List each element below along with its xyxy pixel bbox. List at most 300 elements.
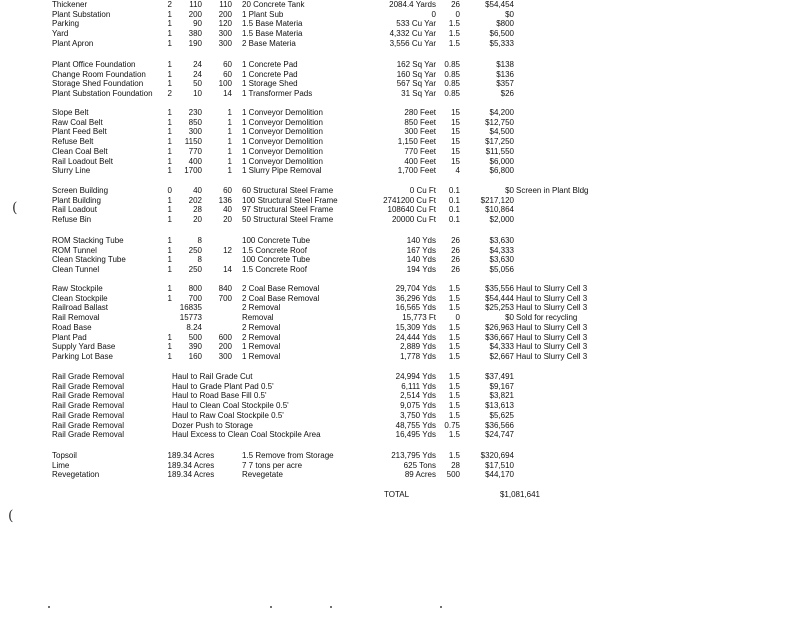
cell-amount: 1,700 Feet — [397, 166, 436, 176]
cell-quantity: 1 — [167, 38, 172, 48]
cell-method: 1 Removal — [242, 351, 281, 361]
cell-unit-rate: 0.1 — [448, 186, 460, 195]
cell-quantity: 2 — [167, 89, 172, 99]
cell-cost: $6,500 — [489, 29, 514, 39]
cell-unit-rate: 1.5 — [448, 351, 460, 361]
cell-description: Slope Belt — [52, 108, 89, 117]
cell-amount: 15,773 Ft — [402, 313, 436, 323]
cell-cost: $5,333 — [489, 38, 514, 48]
cell-description: Parking — [52, 19, 80, 29]
cell-method: 1.5 Concrete Roof — [242, 245, 307, 255]
cell-quantity: 1 — [167, 293, 172, 303]
cell-dimension-b: 12 — [223, 245, 232, 255]
cell-amount: 0 Cu Ft — [409, 186, 436, 195]
cell-method: 1 Slurry Pipe Removal — [242, 166, 322, 176]
cell-amount: 108640 Cu Ft — [387, 205, 436, 215]
cell-cost: $4,200 — [489, 108, 514, 117]
cell-unit-rate: 15 — [451, 127, 460, 137]
cell-note: Haul to Slurry Cell 3 — [516, 351, 588, 361]
cell-dimension-a: 8 — [197, 255, 202, 265]
cell-description: Storage Shed Foundation — [52, 79, 144, 89]
total-label: TOTAL — [384, 490, 410, 499]
cell-description: Thickener — [52, 0, 88, 9]
cell-quantity: 1 — [167, 79, 172, 89]
cell-unit-rate: 1.5 — [448, 303, 460, 313]
cell-unit-rate: 1.5 — [448, 372, 460, 381]
cell-description: Rail Grade Removal — [52, 401, 125, 411]
cell-unit-rate: 1.5 — [448, 381, 460, 391]
cell-dimension-a: Haul Excess to Clean Coal Stockpile Area — [172, 430, 321, 440]
cell-cost: $800 — [496, 19, 514, 29]
cell-dimension-b: 100 — [218, 79, 232, 89]
cell-cost: $10,864 — [485, 205, 514, 215]
cell-amount: 89 Acres — [404, 470, 436, 480]
cell-description: Rail Grade Removal — [52, 410, 125, 420]
cell-amount: 36,296 Yds — [395, 293, 436, 303]
cell-quantity: 1 — [167, 9, 172, 19]
cell-description: Plant Building — [52, 195, 101, 205]
cell-cost: $17,250 — [485, 137, 514, 147]
cell-amount: 194 Yds — [406, 265, 436, 275]
cell-dimension-a: 24 — [193, 60, 202, 69]
cell-unit-rate: 15 — [451, 156, 460, 166]
scan-artifact-dot — [270, 606, 272, 608]
cell-quantity: 1 — [167, 460, 172, 470]
cell-dimension-a: 250 — [188, 245, 202, 255]
cell-dimension-a: Haul to Road Base Fill 0.5' — [172, 391, 267, 401]
cell-amount: 213,795 Yds — [391, 451, 436, 460]
cell-unit-rate: 1.5 — [448, 410, 460, 420]
cell-method: 1.5 Remove from Storage — [242, 451, 334, 460]
cell-cost: $17,510 — [485, 460, 514, 470]
cell-amount: 1,778 Yds — [400, 351, 436, 361]
cell-quantity: 1 — [167, 137, 172, 147]
cell-dimension-a: 850 — [188, 117, 202, 127]
cell-amount: 20000 Cu Ft — [391, 215, 436, 225]
cell-amount: 770 Feet — [404, 146, 436, 156]
cell-amount: 1,150 Feet — [397, 137, 436, 147]
cell-quantity: 1 — [167, 117, 172, 127]
cell-amount: 625 Tons — [403, 460, 436, 470]
cell-cost: $138 — [496, 60, 514, 69]
cell-quantity: 1 — [167, 205, 172, 215]
cell-unit-rate: 26 — [451, 245, 460, 255]
cell-amount: 160 Sq Yar — [396, 69, 436, 79]
cell-description: Rail Loadout — [52, 205, 97, 215]
cell-quantity: 1 — [167, 342, 172, 352]
cell-method: Removal — [242, 313, 274, 323]
cell-cost: $26,963 — [485, 322, 514, 332]
cell-unit-rate: 1.5 — [448, 391, 460, 401]
cell-description: Rail Removal — [52, 313, 100, 323]
cell-dimension-b: 20 — [223, 215, 232, 225]
cell-dimension-a: Haul to Rail Grade Cut — [172, 372, 253, 381]
cell-description: Slurry Line — [52, 166, 91, 176]
cell-description: Change Room Foundation — [52, 69, 146, 79]
cell-description: Clean Stacking Tube — [52, 255, 126, 265]
cell-dimension-a: 24 — [193, 69, 202, 79]
cell-dimension-a: 300 — [188, 127, 202, 137]
cell-method: 97 Structural Steel Frame — [242, 205, 334, 215]
cell-cost: $54,444 — [485, 293, 514, 303]
cell-quantity: 1 — [167, 265, 172, 275]
cell-cost: $5,056 — [489, 265, 514, 275]
cell-dimension-a: 1150 — [184, 137, 202, 147]
cell-cost: $37,491 — [485, 372, 514, 381]
cell-cost: $320,694 — [480, 451, 514, 460]
cell-cost: $11,550 — [485, 146, 514, 156]
cell-description: ROM Stacking Tube — [52, 236, 124, 245]
cell-quantity: 1 — [167, 245, 172, 255]
cell-cost: $44,170 — [485, 470, 514, 480]
cell-description: Railroad Ballast — [52, 303, 109, 313]
cell-dimension-a: 10 — [193, 89, 202, 99]
cell-method: 100 Concrete Tube — [242, 236, 311, 245]
cell-note: Haul to Slurry Cell 3 — [516, 322, 588, 332]
cell-dimension-a: 190 — [188, 38, 202, 48]
cell-dimension-b: 200 — [218, 9, 232, 19]
cell-amount: 16,495 Yds — [395, 430, 436, 440]
cell-description: Plant Pad — [52, 332, 87, 342]
cell-dimension-a: 390 — [188, 342, 202, 352]
cell-method: 20 Concrete Tank — [242, 0, 305, 9]
cell-cost: $25,253 — [485, 303, 514, 313]
cell-amount: 48,755 Yds — [395, 420, 436, 430]
cell-method: 1 Conveyor Demolition — [242, 146, 323, 156]
cell-quantity: 0 — [167, 186, 172, 195]
cell-unit-rate: 4 — [455, 166, 460, 176]
cell-dimension-b: 110 — [219, 0, 232, 9]
cell-unit-rate: 500 — [446, 470, 460, 480]
cell-quantity: 1 — [167, 236, 172, 245]
cell-dimension-b: 300 — [218, 29, 232, 39]
cell-method: 2 Base Materia — [242, 38, 296, 48]
cell-unit-rate: 1.5 — [448, 284, 460, 293]
cell-cost: $0 — [505, 9, 514, 19]
cell-dimension-b: 1 — [227, 117, 232, 127]
cell-dimension-a: 20 — [193, 215, 202, 225]
cell-description: Plant Apron — [52, 38, 94, 48]
cell-quantity: 1 — [167, 29, 172, 39]
cell-unit-rate: 0 — [455, 313, 460, 323]
cell-dimension-b: 1 — [227, 156, 232, 166]
cell-method: 1 Concrete Pad — [242, 69, 298, 79]
cell-quantity: 1 — [167, 108, 172, 117]
cell-dimension-b: 14 — [223, 89, 232, 99]
cell-unit-rate: 1.5 — [448, 38, 460, 48]
cell-amount: 3,750 Yds — [400, 410, 436, 420]
cell-method: 1.5 Base Materia — [242, 29, 303, 39]
cell-quantity: 1 — [167, 146, 172, 156]
cell-cost: $6,000 — [489, 156, 514, 166]
cell-dimension-a: 800 — [188, 284, 202, 293]
cell-unit-rate: 1.5 — [448, 401, 460, 411]
cell-quantity: 1 — [167, 332, 172, 342]
cell-dimension-a: 89.34 Acres — [172, 470, 215, 480]
cell-dimension-b: 700 — [218, 293, 232, 303]
cell-dimension-a: 500 — [188, 332, 202, 342]
cell-description: Rail Loadout Belt — [52, 156, 113, 166]
cell-note: Haul to Slurry Cell 3 — [516, 284, 588, 293]
cell-unit-rate: 28 — [451, 460, 460, 470]
cell-description: Refuse Belt — [52, 137, 94, 147]
cell-method: 1.5 Concrete Roof — [242, 265, 307, 275]
cell-dimension-a: Haul to Grade Plant Pad 0.5' — [172, 381, 274, 391]
cell-dimension-a: 89.34 Acres — [172, 460, 215, 470]
scan-artifact-dot — [330, 606, 332, 608]
cell-description: Raw Stockpile — [52, 284, 103, 293]
cell-unit-rate: 26 — [451, 255, 460, 265]
scan-artifact-dot — [440, 606, 442, 608]
cell-dimension-a: Haul to Raw Coal Stockpile 0.5' — [172, 410, 284, 420]
cell-cost: $217,120 — [480, 195, 514, 205]
cell-amount: 15,309 Yds — [395, 322, 436, 332]
cell-amount: 533 Cu Yar — [396, 19, 436, 29]
cell-unit-rate: 26 — [451, 265, 460, 275]
cell-method: 1 Removal — [242, 342, 281, 352]
cell-quantity: 1 — [167, 69, 172, 79]
cell-description: ROM Tunnel — [52, 245, 97, 255]
cell-method: 100 Concrete Tube — [242, 255, 311, 265]
cell-unit-rate: 0.85 — [444, 69, 460, 79]
cell-description: Road Base — [52, 322, 92, 332]
cell-unit-rate: 15 — [451, 137, 460, 147]
cell-note: Haul to Slurry Cell 3 — [516, 332, 588, 342]
cell-cost: $24,747 — [485, 430, 514, 440]
cell-method: 1 Transformer Pads — [242, 89, 313, 99]
cell-dimension-b: 300 — [218, 38, 232, 48]
cell-dimension-a: 770 — [188, 146, 202, 156]
cell-unit-rate: 15 — [451, 146, 460, 156]
cell-amount: 300 Feet — [404, 127, 436, 137]
cell-amount: 280 Feet — [404, 108, 436, 117]
cell-cost: $36,667 — [485, 332, 514, 342]
cell-unit-rate: 0.1 — [448, 205, 460, 215]
cell-note: Haul to Slurry Cell 3 — [516, 293, 588, 303]
cell-dimension-a: 50 — [193, 79, 202, 89]
cell-method: 1.5 Base Materia — [242, 19, 303, 29]
cell-dimension-b: 600 — [218, 332, 232, 342]
cell-cost: $136 — [496, 69, 514, 79]
cell-dimension-a: 160 — [188, 351, 202, 361]
cell-amount: 2,889 Yds — [400, 342, 436, 352]
cell-dimension-b: 200 — [218, 342, 232, 352]
cell-unit-rate: 1.5 — [448, 322, 460, 332]
cell-cost: $0 — [505, 186, 514, 195]
cell-unit-rate: 15 — [451, 117, 460, 127]
cell-amount: 4,332 Cu Yar — [389, 29, 436, 39]
cell-cost: $6,800 — [489, 166, 514, 176]
cell-amount: 162 Sq Yar — [396, 60, 436, 69]
cell-dimension-a: 250 — [188, 265, 202, 275]
cell-dimension-b: 1 — [227, 108, 232, 117]
cell-note: Haul to Slurry Cell 3 — [516, 342, 588, 352]
cell-dimension-b: 60 — [223, 60, 232, 69]
cell-description: Plant Substation — [52, 9, 111, 19]
cell-cost: $3,630 — [489, 236, 514, 245]
cell-amount: 2,514 Yds — [400, 391, 436, 401]
cell-cost: $4,500 — [489, 127, 514, 137]
cell-dimension-b: 120 — [218, 19, 232, 29]
cell-dimension-a: 110 — [189, 0, 202, 9]
cell-method: 1 Conveyor Demolition — [242, 127, 323, 137]
cell-dimension-a: 28 — [193, 205, 202, 215]
cell-description: Lime — [52, 460, 70, 470]
cell-dimension-b: 1 — [227, 127, 232, 137]
cell-method: 60 Structural Steel Frame — [242, 186, 334, 195]
cell-dimension-a: 8.24 — [186, 322, 202, 332]
cell-amount: 2741200 Cu Ft — [383, 195, 436, 205]
cell-dimension-b: 136 — [218, 195, 232, 205]
cell-dimension-b: 60 — [223, 186, 232, 195]
cell-description: Yard — [52, 29, 69, 39]
cell-dimension-a: 380 — [188, 29, 202, 39]
cell-cost: $54,454 — [485, 0, 514, 9]
cell-method: 2 Removal — [242, 303, 281, 313]
cell-description: Clean Tunnel — [52, 265, 100, 275]
cell-unit-rate: 0.1 — [448, 215, 460, 225]
cell-method: 2 Removal — [242, 322, 281, 332]
cell-quantity: 1 — [167, 166, 172, 176]
cell-quantity: 1 — [167, 351, 172, 361]
scan-artifact-mark: ( — [12, 200, 18, 216]
cell-dimension-b: 1 — [227, 146, 232, 156]
cell-unit-rate: 1.5 — [448, 29, 460, 39]
cell-amount: 24,444 Yds — [395, 332, 436, 342]
cell-dimension-b: 40 — [223, 205, 232, 215]
cell-unit-rate: 1.5 — [448, 332, 460, 342]
cell-cost: $4,333 — [489, 342, 514, 352]
cell-cost: $9,167 — [489, 381, 514, 391]
cell-dimension-a: 16835 — [179, 303, 202, 313]
cell-unit-rate: 0.85 — [444, 79, 460, 89]
cell-quantity: 1 — [167, 255, 172, 265]
cell-description: Rail Grade Removal — [52, 381, 125, 391]
cell-description: Rail Grade Removal — [52, 372, 125, 381]
cell-cost: $35,556 — [485, 284, 514, 293]
cell-unit-rate: 0.1 — [448, 195, 460, 205]
cell-note: Sold for recycling — [516, 313, 578, 323]
cell-dimension-a: 40 — [193, 186, 202, 195]
cell-description: Screen Building — [52, 186, 109, 195]
cell-dimension-a: 200 — [188, 9, 202, 19]
cell-amount: 3,556 Cu Yar — [389, 38, 436, 48]
cell-quantity: 1 — [167, 195, 172, 205]
cell-note: Screen in Plant Bldg — [516, 186, 589, 195]
cell-method: 2 Coal Base Removal — [242, 293, 320, 303]
cell-dimension-a: 89.34 Acres — [172, 451, 215, 460]
scan-artifact-dot — [48, 606, 50, 608]
cell-amount: 6,111 Yds — [401, 381, 436, 391]
cell-method: 1 Plant Sub — [242, 9, 284, 19]
cell-method: 1 Conveyor Demolition — [242, 108, 323, 117]
total-value: $1,081,641 — [499, 490, 540, 499]
cell-unit-rate: 1.5 — [448, 293, 460, 303]
cell-amount: 2084.4 Yards — [389, 0, 436, 9]
cell-cost: $26 — [500, 89, 514, 99]
cell-description: Revegetation — [52, 470, 100, 480]
cell-unit-rate: 26 — [451, 0, 460, 9]
cell-unit-rate: 1.5 — [448, 19, 460, 29]
cell-quantity: 1 — [167, 156, 172, 166]
cell-quantity: 2 — [167, 0, 172, 9]
cell-dimension-a: 700 — [188, 293, 202, 303]
cell-dimension-b: 1 — [227, 137, 232, 147]
cell-method: 1 Storage Shed — [242, 79, 298, 89]
cell-method: 100 Structural Steel Frame — [242, 195, 338, 205]
cell-unit-rate: 0.85 — [444, 89, 460, 99]
cell-quantity: 1 — [167, 19, 172, 29]
cell-cost: $0 — [505, 313, 514, 323]
cell-method: 1 Conveyor Demolition — [242, 156, 323, 166]
cell-unit-rate: 15 — [451, 108, 460, 117]
cell-cost: $2,667 — [489, 351, 514, 361]
cell-cost: $5,625 — [489, 410, 514, 420]
cell-dimension-a: 1700 — [184, 166, 202, 176]
cell-cost: $2,000 — [489, 215, 514, 225]
cell-amount: 400 Feet — [404, 156, 436, 166]
cell-amount: 16,565 Yds — [395, 303, 436, 313]
cell-amount: 167 Yds — [406, 245, 436, 255]
cell-dimension-b: 60 — [223, 69, 232, 79]
cell-description: Plant Office Foundation — [52, 60, 136, 69]
cell-description: Clean Stockpile — [52, 293, 108, 303]
cell-method: 2 Removal — [242, 332, 281, 342]
cell-description: Supply Yard Base — [52, 342, 116, 352]
cell-method: 2 Coal Base Removal — [242, 284, 320, 293]
cell-note: Haul to Slurry Cell 3 — [516, 303, 588, 313]
cell-dimension-b: 14 — [223, 265, 232, 275]
cell-unit-rate: 0 — [455, 9, 460, 19]
cell-description: Topsoil — [52, 451, 77, 460]
cell-dimension-a: 400 — [188, 156, 202, 166]
cell-amount: 850 Feet — [404, 117, 436, 127]
cell-unit-rate: 0.85 — [444, 60, 460, 69]
cell-amount: 29,704 Yds — [395, 284, 436, 293]
cell-method: 1 Concrete Pad — [242, 60, 298, 69]
cell-dimension-b: 300 — [218, 351, 232, 361]
cell-description: Rail Grade Removal — [52, 391, 125, 401]
cell-unit-rate: 0.75 — [444, 420, 460, 430]
cell-quantity: 1 — [167, 60, 172, 69]
cell-amount: 140 Yds — [406, 255, 436, 265]
cell-cost: $357 — [496, 79, 514, 89]
cell-cost: $3,630 — [489, 255, 514, 265]
cell-method: 50 Structural Steel Frame — [242, 215, 334, 225]
cell-unit-rate: 1.5 — [448, 451, 460, 460]
cell-amount: 24,994 Yds — [395, 372, 436, 381]
cell-cost: $4,333 — [489, 245, 514, 255]
cell-quantity: 1 — [167, 451, 172, 460]
cell-dimension-b: 1 — [227, 166, 232, 176]
cell-dimension-a: 90 — [193, 19, 202, 29]
cell-dimension-a: 230 — [188, 108, 202, 117]
cell-unit-rate: 1.5 — [448, 342, 460, 352]
cell-cost: $13,613 — [485, 401, 514, 411]
cell-dimension-a: 15773 — [179, 313, 202, 323]
cell-dimension-a: 202 — [188, 195, 202, 205]
cell-amount: 0 — [431, 9, 436, 19]
cell-quantity: 1 — [167, 127, 172, 137]
cell-dimension-a: 8 — [197, 236, 202, 245]
cell-dimension-a: Haul to Clean Coal Stockpile 0.5' — [172, 401, 289, 411]
cell-dimension-a: Dozer Push to Storage — [172, 420, 253, 430]
cell-quantity: 1 — [167, 470, 172, 480]
cell-amount: 31 Sq Yar — [401, 89, 436, 99]
cell-amount: 140 Yds — [406, 236, 436, 245]
cell-cost: $36,566 — [485, 420, 514, 430]
cell-method: 7 7 tons per acre — [242, 460, 303, 470]
